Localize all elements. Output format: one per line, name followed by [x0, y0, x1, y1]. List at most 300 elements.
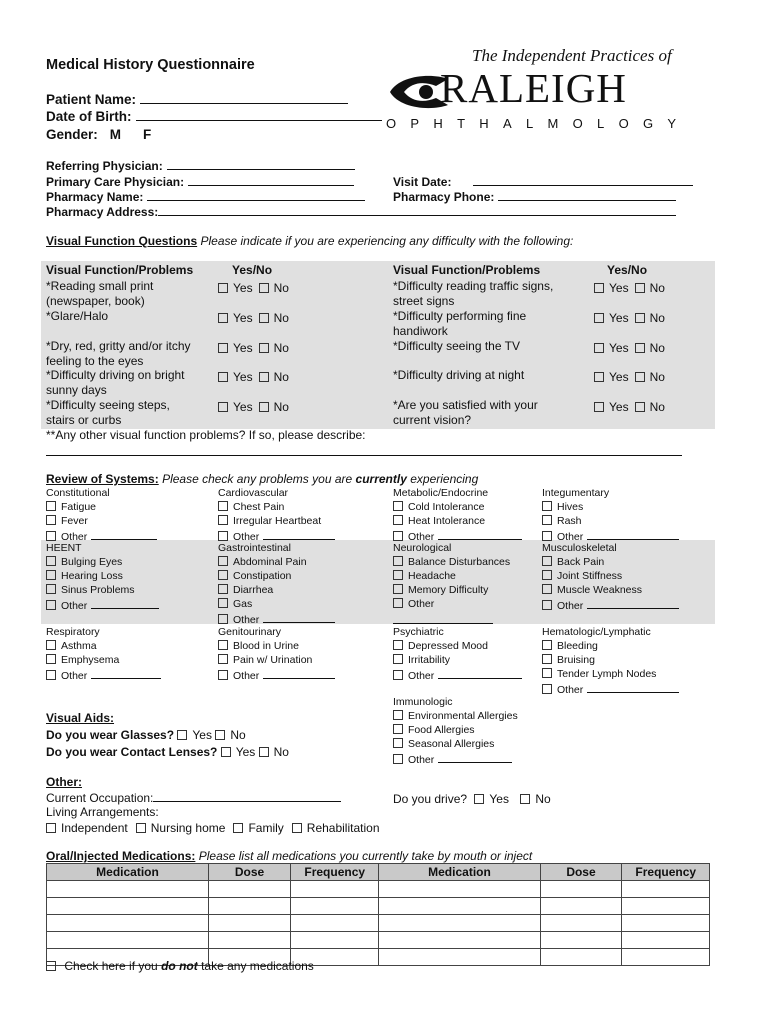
pharmacy-phone-label: Pharmacy Phone:: [393, 190, 495, 204]
vf-left-no-label-2: No: [273, 311, 289, 325]
ros-integumentary-title: Integumentary: [542, 487, 610, 499]
medication-cell[interactable]: [209, 881, 291, 898]
ros-constitutional-item[interactable]: [46, 529, 157, 543]
occupation-label: Current Occupation:: [46, 791, 154, 805]
ros-genito-item[interactable]: [218, 668, 335, 682]
ros-genito-title: Genitourinary: [218, 626, 282, 638]
ros-psych-item-label: Other: [408, 670, 435, 682]
ros-immuno-checkbox[interactable]: [393, 710, 403, 720]
date-of-birth-field[interactable]: [46, 109, 382, 124]
ros-heent-item[interactable]: [46, 584, 135, 596]
vf-right-no-label-2: No: [649, 311, 665, 325]
medication-cell[interactable]: [540, 915, 622, 932]
ros-integumentary-item[interactable]: [542, 501, 583, 513]
ros-neuro-item[interactable]: [393, 598, 434, 610]
vf-right-question-1: *Difficulty reading traffic signs,: [393, 279, 554, 293]
logo-subtitle: OPHTHALMOLOGY: [386, 116, 691, 131]
ros-metabolic-title: Metabolic/Endocrine: [393, 487, 489, 499]
medication-cell[interactable]: [622, 881, 710, 898]
vf-left-question-4: *Difficulty driving on bright: [46, 368, 185, 382]
vf-left-question-2: *Glare/Halo: [46, 309, 109, 323]
ros-immuno-checkbox[interactable]: [393, 754, 403, 764]
ros-genito-checkbox[interactable]: [218, 654, 228, 664]
ros-gastro-item[interactable]: [218, 556, 307, 568]
raleigh-logo: [380, 42, 691, 132]
ros-respiratory-item[interactable]: [46, 640, 97, 652]
pharmacy-name-label: Pharmacy Name:: [46, 190, 144, 204]
ros-hemato-other-line[interactable]: [587, 682, 679, 693]
ros-immuno-item-label: Food Allergies: [408, 724, 475, 736]
ros-integumentary-checkbox[interactable]: [542, 501, 552, 511]
medication-cell[interactable]: [291, 881, 379, 898]
ros-gastro-item[interactable]: [218, 570, 291, 582]
ros-neuro-item[interactable]: [393, 570, 456, 582]
ros-gastro-item[interactable]: [218, 598, 252, 610]
ros-psych-checkbox[interactable]: [393, 670, 403, 680]
ros-neuro-checkbox[interactable]: [393, 584, 403, 594]
med-col-header-6: Frequency: [622, 864, 710, 881]
pharmacy-name-field[interactable]: [46, 189, 365, 204]
contacts-no-checkbox[interactable]: [259, 747, 269, 757]
ros-heent-item[interactable]: [46, 556, 122, 568]
referring-label: Referring Physician:: [46, 159, 163, 173]
ros-psych-item[interactable]: [393, 668, 522, 682]
logo-tagline: The Independent Practices of: [472, 46, 672, 65]
ros-neuro-checkbox[interactable]: [393, 570, 403, 580]
vf-right-no-checkbox-1[interactable]: [635, 283, 645, 293]
ros-hemato-item[interactable]: [542, 654, 595, 666]
ros-metabolic-item[interactable]: [393, 515, 485, 527]
ros-metabolic-checkbox[interactable]: [393, 515, 403, 525]
vf-left-yes-label-5: Yes: [233, 400, 253, 414]
medications-title: Oral/Injected Medications:: [46, 849, 196, 863]
living-option-checkbox-2[interactable]: [136, 823, 146, 833]
med-col-header-1: Medication: [47, 864, 209, 881]
med-col-header-2: Dose: [209, 864, 291, 881]
ros-immuno-checkbox[interactable]: [393, 738, 403, 748]
vf-left-yes-checkbox-4[interactable]: [218, 372, 228, 382]
ros-cardiovascular-item[interactable]: [218, 501, 284, 513]
ros-immuno-other-line[interactable]: [438, 752, 512, 763]
ros-gastro-checkbox[interactable]: [218, 598, 228, 608]
medication-cell[interactable]: [291, 932, 379, 949]
ros-psych-item-label: Depressed Mood: [408, 640, 488, 652]
ros-heent-item-label: Sinus Problems: [61, 584, 135, 596]
ros-gastro-checkbox[interactable]: [218, 614, 228, 624]
ros-immuno-item[interactable]: [393, 738, 494, 750]
vf-left-yes-label-4: Yes: [233, 370, 253, 384]
ros-metabolic-other-line[interactable]: [438, 529, 522, 540]
ros-heent-title: HEENT: [46, 542, 82, 554]
glasses-label: Do you wear Glasses?: [46, 728, 175, 742]
drive-yes-label: Yes: [489, 792, 509, 806]
vf-right-yes-label-1: Yes: [609, 281, 629, 295]
glasses-no-label: No: [230, 728, 246, 742]
ros-hemato-checkbox[interactable]: [542, 684, 552, 694]
vf-left-no-checkbox-1[interactable]: [259, 283, 269, 293]
medications-instruction: Please list all medications you currently take by mouth or inject: [198, 849, 533, 863]
vf-left-no-checkbox-2[interactable]: [259, 313, 269, 323]
pharmacy-phone-field[interactable]: [393, 189, 676, 204]
ros-respiratory-title: Respiratory: [46, 626, 100, 638]
vf-right-question-5: current vision?: [393, 413, 472, 427]
no-medications-checkbox[interactable]: [46, 961, 56, 971]
ros-metabolic-checkbox[interactable]: [393, 531, 403, 541]
vf-right-yes-label-5: Yes: [609, 400, 629, 414]
logo-name: RALEIGH: [440, 65, 627, 111]
ros-immuno-title: Immunologic: [393, 696, 453, 708]
ros-respiratory-item-label: Emphysema: [61, 654, 120, 666]
ros-hemato-checkbox[interactable]: [542, 668, 552, 678]
medication-cell[interactable]: [622, 915, 710, 932]
medications-heading: [46, 849, 532, 863]
medication-cell[interactable]: [622, 932, 710, 949]
living-option-label-4: Rehabilitation: [306, 821, 380, 835]
medication-cell[interactable]: [291, 915, 379, 932]
ros-musculo-checkbox[interactable]: [542, 556, 552, 566]
drive-no-label: No: [535, 792, 551, 806]
visual-function-title: Visual Function Questions: [46, 234, 198, 248]
ros-musculo-item-label: Back Pain: [557, 556, 605, 568]
ros-heent-item-label: Bulging Eyes: [61, 556, 123, 568]
patient-name-field[interactable]: [46, 92, 348, 107]
ros-psych-checkbox[interactable]: [393, 640, 403, 650]
ros-constitutional-item[interactable]: [46, 501, 96, 513]
occupation-field[interactable]: [46, 790, 341, 805]
medication-cell[interactable]: [47, 881, 209, 898]
medication-cell[interactable]: [47, 898, 209, 915]
ros-integumentary-item[interactable]: [542, 529, 679, 543]
gender-label: Gender:: [46, 127, 98, 142]
ros-hemato-item-label: Bruising: [557, 654, 595, 666]
ros-integumentary-item-label: Hives: [557, 501, 584, 513]
ros-gastro-checkbox[interactable]: [218, 570, 228, 580]
ros-metabolic-item[interactable]: [393, 501, 484, 513]
ros-hemato-item[interactable]: [542, 682, 679, 696]
ros-heent-checkbox[interactable]: [46, 584, 56, 594]
ros-heading: [46, 472, 478, 486]
medication-cell[interactable]: [622, 898, 710, 915]
ros-gastro-item[interactable]: [218, 612, 335, 626]
no-medications-emphasis: do not: [161, 959, 198, 973]
visual-aids-heading: Visual Aids:: [46, 711, 115, 725]
ros-neuro-item-label: Memory Difficulty: [408, 584, 489, 596]
vf-right-no-checkbox-2[interactable]: [635, 313, 645, 323]
vf-right-question-4: *Difficulty driving at night: [393, 368, 525, 382]
ros-neuro-item-label: Other: [408, 598, 435, 610]
col-header-problems-left: Visual Function/Problems: [46, 263, 194, 277]
ros-hemato-checkbox[interactable]: [542, 640, 552, 650]
col-header-yesno-right: Yes/No: [607, 263, 648, 277]
ros-gastro-item-label: Gas: [233, 598, 253, 610]
ros-cardiovascular-item[interactable]: [218, 529, 335, 543]
ros-musculo-item-label: Other: [557, 600, 584, 612]
ros-metabolic-item[interactable]: [393, 529, 522, 543]
ros-cardiovascular-other-line[interactable]: [263, 529, 335, 540]
living-option-label-1: Independent: [61, 821, 128, 835]
ros-constitutional-title: Constitutional: [46, 487, 110, 499]
contacts-yes-checkbox[interactable]: [221, 747, 231, 757]
ros-musculo-item[interactable]: [542, 570, 622, 582]
ros-immuno-item[interactable]: [393, 724, 475, 736]
contacts-no-label: No: [273, 745, 289, 759]
ros-respiratory-item[interactable]: [46, 654, 119, 666]
medication-row: [47, 898, 710, 915]
ros-cardiovascular-checkbox[interactable]: [218, 501, 228, 511]
drive-no-checkbox[interactable]: [520, 794, 530, 804]
ros-hemato-item-label: Bleeding: [557, 640, 598, 652]
ros-respiratory-other-line[interactable]: [91, 668, 161, 679]
medication-cell[interactable]: [209, 898, 291, 915]
ros-neuro-item[interactable]: [393, 584, 488, 596]
other-heading: Other:: [46, 775, 82, 789]
ros-integumentary-checkbox[interactable]: [542, 515, 552, 525]
ros-hemato-item-label: Tender Lymph Nodes: [557, 668, 657, 680]
medication-cell[interactable]: [379, 915, 540, 932]
vf-left-no-label-4: No: [273, 370, 289, 384]
vf-right-question-2: handiwork: [393, 324, 448, 338]
medication-cell[interactable]: [379, 949, 540, 966]
ros-genito-item[interactable]: [218, 654, 312, 666]
vf-right-yes-label-4: Yes: [609, 370, 629, 384]
gender-f[interactable]: F: [143, 127, 152, 142]
vf-left-question-4: sunny days: [46, 383, 107, 397]
vf-left-no-checkbox-5[interactable]: [259, 402, 269, 412]
vf-left-question-5: *Difficulty seeing steps,: [46, 398, 170, 412]
ros-genito-checkbox[interactable]: [218, 640, 228, 650]
ros-heent-checkbox[interactable]: [46, 556, 56, 566]
ros-gastro-checkbox[interactable]: [218, 556, 228, 566]
medication-cell[interactable]: [540, 949, 622, 966]
ros-neuro-checkbox[interactable]: [393, 556, 403, 566]
ros-genito-item-label: Pain w/ Urination: [233, 654, 313, 666]
vf-left-no-label-1: No: [273, 281, 289, 295]
ros-constitutional-item-label: Fever: [61, 515, 88, 527]
ros-metabolic-checkbox[interactable]: [393, 501, 403, 511]
ros-psych-item[interactable]: [393, 654, 450, 666]
vf-left-no-checkbox-4[interactable]: [259, 372, 269, 382]
vf-right-yes-checkbox-4[interactable]: [594, 372, 604, 382]
medication-cell[interactable]: [622, 949, 710, 966]
ros-constitutional-item-label: Other: [61, 531, 88, 543]
ros-respiratory-checkbox[interactable]: [46, 654, 56, 664]
living-option-checkbox-4[interactable]: [292, 823, 302, 833]
ros-integumentary-item[interactable]: [542, 515, 582, 527]
ros-musculo-checkbox[interactable]: [542, 600, 552, 610]
vf-left-no-label-3: No: [273, 341, 289, 355]
referring-physician-field[interactable]: [46, 158, 355, 173]
ros-cardiovascular-item-label: Irregular Heartbeat: [233, 515, 322, 527]
ros-musculo-other-line[interactable]: [587, 598, 679, 609]
visual-function-instruction: Please indicate if you are experiencing any difficulty with the following:: [200, 234, 574, 248]
ros-genito-checkbox[interactable]: [218, 670, 228, 680]
vf-left-yes-checkbox-3[interactable]: [218, 343, 228, 353]
ros-genito-item[interactable]: [218, 640, 299, 652]
medication-cell[interactable]: [291, 898, 379, 915]
vf-left-yes-label-1: Yes: [233, 281, 253, 295]
ros-neuro-checkbox[interactable]: [393, 598, 403, 608]
page-title: Medical History Questionnaire: [46, 57, 255, 73]
vf-left-yesno-4: [218, 370, 289, 384]
ros-respiratory-checkbox[interactable]: [46, 670, 56, 680]
ros-hemato-item[interactable]: [542, 668, 656, 680]
ros-neuro-item[interactable]: [393, 556, 510, 568]
ros-immuno-checkbox[interactable]: [393, 724, 403, 734]
vf-right-question-2: *Difficulty performing fine: [393, 309, 527, 323]
vf-right-yes-checkbox-5[interactable]: [594, 402, 604, 412]
vf-right-no-checkbox-4[interactable]: [635, 372, 645, 382]
drive-label: Do you drive?: [393, 792, 468, 806]
vf-right-question-5: *Are you satisfied with your: [393, 398, 538, 412]
ros-immuno-item[interactable]: [393, 710, 518, 722]
ros-constitutional-checkbox[interactable]: [46, 501, 56, 511]
vf-left-question-5: stairs or curbs: [46, 413, 122, 427]
ros-cardiovascular-checkbox[interactable]: [218, 531, 228, 541]
ros-musculo-item[interactable]: [542, 598, 679, 612]
ros-genito-other-line[interactable]: [263, 668, 335, 679]
ros-musculo-item[interactable]: [542, 584, 642, 596]
ros-heent-checkbox[interactable]: [46, 600, 56, 610]
no-medications-text-end: take any medications: [201, 959, 314, 973]
contacts-yes-label: Yes: [235, 745, 256, 759]
ros-heent-other-line[interactable]: [91, 598, 159, 609]
ros-integumentary-checkbox[interactable]: [542, 531, 552, 541]
pharmacy-address-field[interactable]: [46, 204, 676, 219]
ros-cardiovascular-checkbox[interactable]: [218, 515, 228, 525]
ros-constitutional-item[interactable]: [46, 515, 88, 527]
visual-function-heading: [46, 234, 573, 248]
medication-cell[interactable]: [540, 932, 622, 949]
ros-cardiovascular-item[interactable]: [218, 515, 321, 527]
vf-right-yes-label-3: Yes: [609, 341, 629, 355]
ros-heent-checkbox[interactable]: [46, 570, 56, 580]
ros-respiratory-item-label: Asthma: [61, 640, 97, 652]
drive-question: [393, 792, 551, 806]
ros-immuno-item-label: Environmental Allergies: [408, 710, 518, 722]
vf-left-yes-checkbox-1[interactable]: [218, 283, 228, 293]
ros-musculo-item[interactable]: [542, 556, 604, 568]
ros-psych-item[interactable]: [393, 640, 488, 652]
ros-integumentary-other-line[interactable]: [587, 529, 679, 540]
other-visual-problems-line[interactable]: [46, 455, 682, 456]
medication-cell[interactable]: [379, 881, 540, 898]
no-medications-option[interactable]: [46, 959, 314, 973]
vf-right-yes-checkbox-3[interactable]: [594, 343, 604, 353]
ros-respiratory-item[interactable]: [46, 668, 161, 682]
medication-cell[interactable]: [540, 881, 622, 898]
vf-right-question-3: *Difficulty seeing the TV: [393, 339, 520, 353]
ros-respiratory-checkbox[interactable]: [46, 640, 56, 650]
ros-immuno-item[interactable]: [393, 752, 512, 766]
medication-cell[interactable]: [209, 915, 291, 932]
glasses-no-checkbox[interactable]: [215, 730, 225, 740]
ros-heent-item[interactable]: [46, 598, 159, 612]
vf-right-yesno-3: [594, 341, 665, 355]
primary-care-field[interactable]: [46, 174, 354, 189]
dob-label: Date of Birth:: [46, 109, 132, 124]
living-option-checkbox-3[interactable]: [233, 823, 243, 833]
ros-psych-checkbox[interactable]: [393, 654, 403, 664]
patient-name-label: Patient Name:: [46, 92, 137, 107]
ros-title: Review of Systems:: [46, 472, 159, 486]
vf-right-yesno-4: [594, 370, 665, 384]
ros-gastro-item-label: Constipation: [233, 570, 292, 582]
ros-gastro-other-line[interactable]: [263, 612, 335, 623]
ros-psych-other-line[interactable]: [438, 668, 522, 679]
vf-left-yes-checkbox-5[interactable]: [218, 402, 228, 412]
ros-musculo-checkbox[interactable]: [542, 570, 552, 580]
medication-cell[interactable]: [209, 932, 291, 949]
ros-gastro-item[interactable]: [218, 584, 273, 596]
vf-right-yesno-5: [594, 400, 665, 414]
ros-constitutional-checkbox[interactable]: [46, 531, 56, 541]
vf-left-yes-checkbox-2[interactable]: [218, 313, 228, 323]
ros-genito-item-label: Blood in Urine: [233, 640, 299, 652]
ros-hemato-title: Hematologic/Lymphatic: [542, 626, 651, 638]
vf-right-yes-checkbox-2[interactable]: [594, 313, 604, 323]
living-option-label-2: Nursing home: [150, 821, 226, 835]
ros-psych-item-label: Irritability: [408, 654, 451, 666]
visit-date-field[interactable]: [393, 174, 693, 189]
living-option-checkbox-1[interactable]: [46, 823, 56, 833]
vf-right-yes-label-2: Yes: [609, 311, 629, 325]
col-header-problems-right: Visual Function/Problems: [393, 263, 541, 277]
ros-musculo-item-label: Muscle Weakness: [557, 584, 643, 596]
ros-gastro-item-label: Diarrhea: [233, 584, 274, 596]
gender-m[interactable]: M: [109, 127, 122, 142]
ros-musculo-item-label: Joint Stiffness: [557, 570, 623, 582]
medication-cell[interactable]: [47, 915, 209, 932]
medication-cell[interactable]: [379, 898, 540, 915]
ros-gastro-item-label: Other: [233, 614, 260, 626]
vf-left-yesno-2: [218, 311, 289, 325]
ros-constitutional-other-line[interactable]: [91, 529, 157, 540]
ros-musculo-checkbox[interactable]: [542, 584, 552, 594]
vf-left-question-3: feeling to the eyes: [46, 354, 144, 368]
ros-hemato-checkbox[interactable]: [542, 654, 552, 664]
ros-heent-item[interactable]: [46, 570, 123, 582]
glasses-yes-checkbox[interactable]: [177, 730, 187, 740]
ros-constitutional-item-label: Fatigue: [61, 501, 97, 513]
ros-immuno-item-label: Other: [408, 754, 435, 766]
ros-hemato-item[interactable]: [542, 640, 598, 652]
medication-cell[interactable]: [540, 898, 622, 915]
ros-constitutional-checkbox[interactable]: [46, 515, 56, 525]
vf-right-yes-checkbox-1[interactable]: [594, 283, 604, 293]
gender-field[interactable]: [46, 127, 151, 142]
vf-left-no-checkbox-3[interactable]: [259, 343, 269, 353]
vf-right-no-checkbox-3[interactable]: [635, 343, 645, 353]
vf-left-yesno-1: [218, 281, 289, 295]
drive-yes-checkbox[interactable]: [474, 794, 484, 804]
ros-gastro-checkbox[interactable]: [218, 584, 228, 594]
medication-row: [47, 915, 710, 932]
vf-left-yes-label-2: Yes: [233, 311, 253, 325]
medication-cell[interactable]: [379, 932, 540, 949]
ros-neuro-separator: [393, 623, 493, 624]
ros-respiratory-item-label: Other: [61, 670, 88, 682]
ros-metabolic-item-label: Cold Intolerance: [408, 501, 485, 513]
living-option-label-3: Family: [248, 821, 284, 835]
pharmacy-address-label: Pharmacy Address:: [46, 205, 159, 219]
medication-row: [47, 881, 710, 898]
vf-right-question-1: street signs: [393, 294, 455, 308]
ros-integumentary-item-label: Other: [557, 531, 584, 543]
vf-right-no-checkbox-5[interactable]: [635, 402, 645, 412]
vf-left-question-3: *Dry, red, gritty and/or itchy: [46, 339, 191, 353]
medication-cell[interactable]: [47, 932, 209, 949]
ros-metabolic-item-label: Other: [408, 531, 435, 543]
